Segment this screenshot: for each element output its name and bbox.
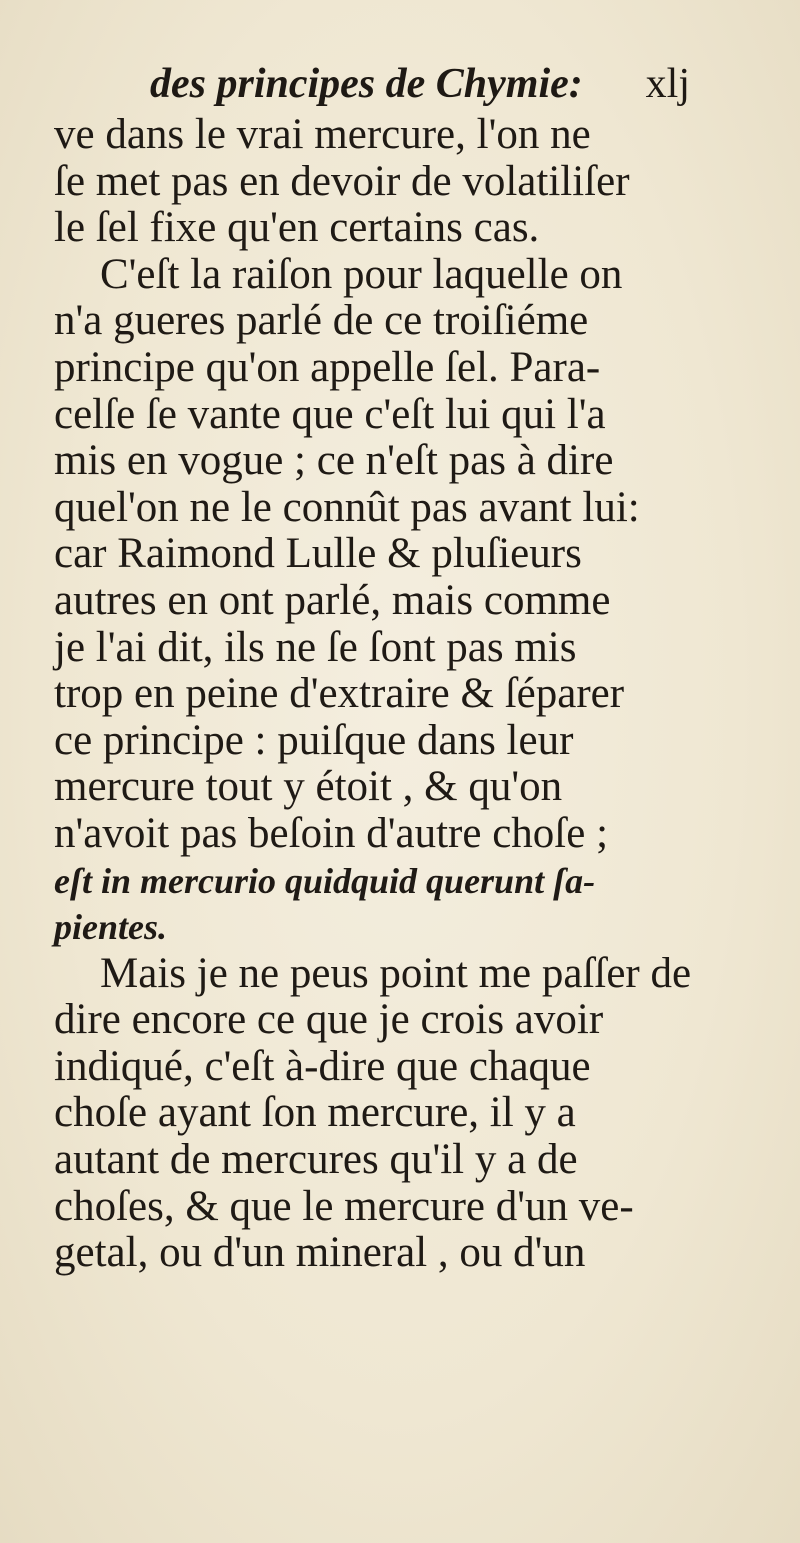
body-text [54,112,774,1277]
text-line: n'avoit pas beſoin d'autre choſe ; [54,809,609,857]
text-line: je l'ai dit, ils ne ſe ſont pas mis [54,623,577,671]
text-line: quel'on ne le connût pas avant lui: [54,483,640,531]
text-line: trop en peine d'extraire & ſéparer [54,670,625,718]
page-number: xlj [645,61,690,107]
text-line: dire encore ce que je crois avoir [54,996,604,1044]
text-line: ve dans le vrai mercure, l'on ne [54,111,591,158]
text-line: getal, ou d'un mineral , ou d'un [54,1229,586,1277]
text-line: le ſel fixe qu'en certains cas. [54,204,540,252]
text-line: car Raimond Lulle & pluſieurs [54,530,582,578]
text-line: n'a gueres parlé de ce troiſiéme [54,297,589,345]
latin-quote-line: eſt in mercurio quidquid querunt ſa- [54,860,596,901]
text-line: Mais je ne peus point me paſſer de [100,949,692,997]
text-line: ce principe : puiſque dans leur [54,716,574,764]
text-line: indiqué, c'eſt à-dire que chaque [54,1042,591,1090]
text-line: mercure tout y étoit , & qu'on [54,763,563,811]
running-title: des principes de Chymie: [150,61,583,107]
text-line: autres en ont parlé, mais comme [54,576,611,624]
text-line: C'eſt la raiſon pour laquelle on [100,250,623,298]
text-line: choſe ayant ſon mercure, il y a [54,1089,576,1137]
text-line: celſe ſe vante que c'eſt lui qui l'a [54,390,606,438]
text-line: autant de mercures qu'il y a de [54,1136,578,1184]
text-line: ſe met pas en devoir de volatiliſer [54,157,630,205]
text-line: choſes, & que le mercure d'un ve- [54,1182,634,1230]
latin-quote-line: pientes. [54,907,167,948]
text-line: principe qu'on appelle ſel. Para- [54,343,601,391]
text-line: mis en vogue ; ce n'eſt pas à dire [54,437,614,485]
